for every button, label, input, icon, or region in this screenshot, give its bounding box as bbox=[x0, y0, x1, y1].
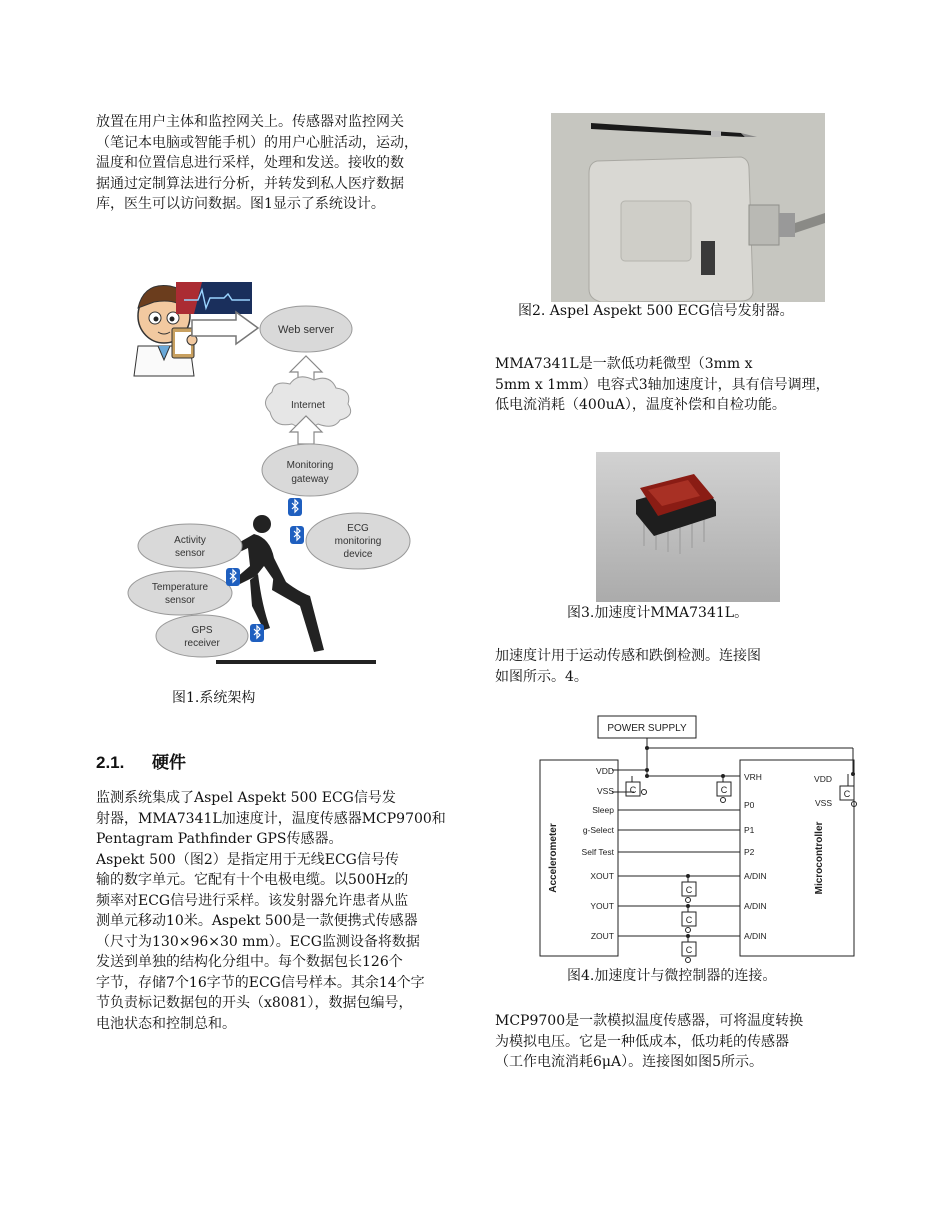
bluetooth-icon bbox=[288, 498, 302, 516]
cap-label: C bbox=[629, 785, 637, 795]
intro-paragraph: 放置在用户主体和监控网关上。传感器对监控网关 （笔记本电脑或智能手机）的用户心脏活动，运动， 温度和位置信息进行采样，处理和发送。接收的数 据通过定制算法进行分析，并转发到私人医疗数据 库，医生可以访问数据。图1显示了系统设计。 bbox=[96, 114, 418, 212]
figure4-caption: 图4.加速度计与微控制器的连接。 bbox=[567, 968, 777, 984]
activity-label-line2: sensor bbox=[174, 548, 206, 559]
figure1-system-architecture bbox=[124, 276, 474, 666]
mcp9700-paragraph: MCP9700是一款模拟温度传感器，可将温度转换 为模拟电压。它是一种低成本，低功耗的传感器 （工作电流消耗6μA）。连接图如图5所示。 bbox=[495, 1013, 804, 1070]
figure1-caption: 图1.系统架构 bbox=[172, 690, 256, 706]
figure3-caption: 图3.加速度计MMA7341L。 bbox=[567, 605, 749, 621]
temperature-label-line2: sensor bbox=[164, 595, 196, 606]
pin-p0: P0 bbox=[744, 800, 755, 810]
pin-adin-x: A/DIN bbox=[744, 871, 767, 881]
bluetooth-icon bbox=[250, 624, 264, 642]
pin-adin-z: A/DIN bbox=[744, 931, 767, 941]
pin-mcu-vss: VSS bbox=[814, 798, 832, 808]
web-server-node bbox=[260, 306, 352, 352]
power-supply-label: POWER SUPPLY bbox=[607, 723, 687, 734]
temperature-sensor-node bbox=[128, 571, 232, 615]
cap-label: C bbox=[685, 915, 693, 925]
pin-xout: XOUT bbox=[590, 871, 614, 881]
cap-label: C bbox=[685, 885, 693, 895]
gps-label-line1: GPS bbox=[191, 625, 213, 636]
pin-self-test: Self Test bbox=[581, 847, 614, 857]
pin-vrh: VRH bbox=[744, 772, 762, 782]
ecg-display-image bbox=[176, 282, 252, 314]
accelerometer-paragraph: 加速度计用于运动传感和跌倒检测。连接图 如图所示。4。 bbox=[495, 648, 761, 685]
section-title: 硬件 bbox=[152, 753, 186, 772]
ecg-label-line1: ECG bbox=[347, 523, 369, 534]
microcontroller-label: Microcontroller bbox=[814, 821, 825, 895]
accelerometer-label: Accelerometer bbox=[548, 823, 559, 893]
ecg-label-line3: device bbox=[343, 549, 373, 560]
pin-p1: P1 bbox=[744, 825, 755, 835]
arrow-to-web-server bbox=[192, 312, 258, 344]
figure4-circuit-diagram bbox=[534, 712, 864, 964]
mma7341l-paragraph: MMA7341L是一款低功耗微型（3mm x 5mm x 1mm）电容式3轴加速度计，具有信号调理， 低电流消耗（400uA），温度补偿和自检功能。 bbox=[495, 356, 830, 413]
hardware-paragraph: 监测系统集成了Aspel Aspekt 500 ECG信号发 射器，MMA7341L加速度计，温度传感器MCP9700和 Pentagram Pathfinder GPS传感器。 Aspekt 500（图2）是指定用于无线ECG信号传 输的数字单元。它配有十个电极电缆。以500Hz的 频率对ECG信号进行采样。该发射器允许患者从监 测单元移动10米。Aspekt 500是一款便携式传感器 （尺寸为130×96×30 mm）。ECG监测设备将数据 发送到单独的结构化分组中。每个数据包长126个 字节，存储7个16字节的ECG信号样本。其余14个字 节负责标记数据包的开头（x8081），数据包编号， 电池状态和控制总和。 bbox=[96, 790, 446, 1032]
pin-vss: VSS bbox=[596, 786, 614, 796]
section-heading bbox=[96, 748, 186, 773]
pin-mcu-vdd: VDD bbox=[814, 774, 832, 784]
figure3-photo bbox=[596, 452, 780, 602]
pin-g-select: g-Select bbox=[582, 825, 614, 835]
ecg-device-node bbox=[306, 513, 410, 569]
activity-sensor-node bbox=[138, 524, 242, 568]
bluetooth-icon bbox=[226, 568, 240, 586]
activity-label-line1: Activity bbox=[174, 535, 206, 546]
temperature-label-line1: Temperature bbox=[151, 582, 209, 593]
pin-p2: P2 bbox=[744, 847, 755, 857]
gps-label-line2: receiver bbox=[184, 638, 220, 649]
bluetooth-icon bbox=[290, 526, 304, 544]
pin-zout: ZOUT bbox=[590, 931, 614, 941]
pin-vdd: VDD bbox=[596, 766, 614, 776]
gateway-label-line1: Monitoring bbox=[286, 460, 334, 471]
ecg-label-line2: monitoring bbox=[334, 536, 382, 547]
pin-sleep: Sleep bbox=[592, 805, 614, 815]
internet-label: Internet bbox=[291, 400, 325, 411]
pin-yout: YOUT bbox=[590, 901, 614, 911]
web-server-label: Web server bbox=[277, 324, 335, 336]
figure2-caption: 图2. Aspel Aspekt 500 ECG信号发射器。 bbox=[518, 303, 794, 319]
monitoring-gateway-node bbox=[262, 444, 358, 496]
figure2-photo bbox=[551, 113, 825, 302]
cap-label: C bbox=[843, 789, 851, 799]
cap-label: C bbox=[720, 785, 728, 795]
pin-adin-y: A/DIN bbox=[744, 901, 767, 911]
gateway-label-line2: gateway bbox=[291, 474, 329, 485]
section-number: 2.1. bbox=[96, 753, 125, 772]
gps-receiver-node bbox=[156, 615, 248, 657]
cap-label: C bbox=[685, 945, 693, 955]
